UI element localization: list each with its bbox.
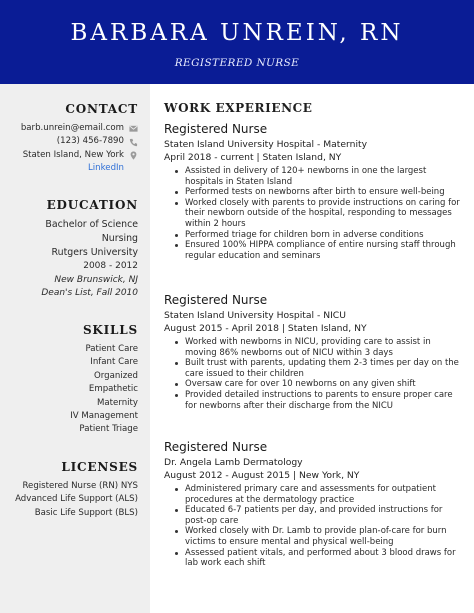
resume-header [0,0,474,84]
contact-email[interactable]: barb.unrein@email.com [20,123,124,133]
email-icon [129,124,138,133]
licenses-section [15,459,138,520]
candidate-name: BARBARA UNREIN, RN [70,20,404,46]
education-degree: Bachelor of Science [45,219,138,230]
job-bullet: Worked with newborns in NICU, providing care to assist in moving 86% newborns out of NICU within 3 days [164,337,464,358]
skill-item: Patient Care [85,344,138,354]
contact-heading: CONTACT [65,102,138,116]
job-employer: Staten Island University Hospital - NICU [164,310,346,321]
job-bullet: Built trust with parents, updating them 2-3 times per day on the care issued to their children [164,358,464,379]
job-bullets [164,337,464,411]
job-dates: April 2018 - current [164,152,254,163]
contact-phone: (123) 456-7890 [56,136,124,147]
skill-item: Empathetic [88,384,138,395]
contact-location-row [21,149,138,162]
skill-item: Infant Care [90,357,138,368]
job-bullets [164,484,464,569]
job-location: Staten Island, NY [262,152,342,163]
job-title: Registered Nurse [164,440,268,454]
education-location: New Brunswick, NJ [54,274,138,285]
phone-icon [129,138,138,147]
job-meta: August 2012 - August 2015 | New York, NY [164,470,360,481]
licenses-heading: LICENSES [61,460,138,474]
linkedin-link[interactable]: LinkedIn [87,163,124,174]
job-location: Staten Island, NY [287,323,367,334]
job-bullet: Oversaw care for over 10 newborns on any given shift [164,379,464,390]
job-title: Registered Nurse [164,293,268,307]
work-experience-heading: WORK EXPERIENCE [164,101,313,115]
skills-section [70,322,138,437]
job-title: Registered Nurse [164,122,268,136]
job-employer: Dr. Angela Lamb Dermatology [164,457,303,468]
contact-section [21,101,138,176]
job-bullet: Administered primary care and assessments for outpatient procedures at the dermatology practice [164,484,464,505]
job-bullet: Performed triage for children born in adverse conditions [164,230,464,241]
skill-item: IV Management [70,411,138,422]
job-entry [164,122,464,261]
skills-heading: SKILLS [82,323,138,337]
job-bullet: Assisted in delivery of 120+ newborns in one the largest hospitals in Staten Island [164,166,464,187]
job-meta: April 2018 - current | Staten Island, NY [164,152,342,163]
job-bullets [164,166,464,261]
education-school: Rutgers University [51,247,138,258]
skill-item: Patient Triage [79,424,138,435]
candidate-role: REGISTERED NURSE [174,57,300,69]
job-dates: August 2012 - August 2015 [164,470,291,481]
location-pin-icon [129,151,138,160]
job-bullet: Ensured 100% HIPPA compliance of entire nursing staff through regular education and seminars [164,240,464,261]
sidebar [0,84,150,613]
education-section [41,197,138,301]
license-item: Registered Nurse (RN) NYS [22,481,138,491]
job-location: New York, NY [299,470,360,481]
job-employer: Staten Island University Hospital - Maternity [164,139,368,150]
job-bullet: Assessed patient vitals, and performed about 3 blood draws for lab work each shift [164,548,464,569]
license-item: Basic Life Support (BLS) [34,507,138,518]
job-entry [164,440,464,569]
education-major: Nursing [101,233,138,244]
job-bullet: Worked closely with parents to provide instructions on caring for their newborn outside of the hospital, responding to messages within 2 hours [164,198,464,230]
contact-linkedin-row [21,162,138,175]
education-years: 2008 - 2012 [83,261,138,271]
license-item: Advanced Life Support (ALS) [15,494,138,505]
job-bullet: Provided detailed instructions to parents to ensure proper care for newborns after their discharge from the NICU [164,390,464,411]
job-entry [164,293,464,411]
job-bullet: Worked closely with Dr. Lamb to provide plan-of-care for burn victims to ensure mental and physical well-being [164,526,464,547]
education-heading: EDUCATION [46,198,138,212]
job-dates: August 2015 - April 2018 [164,323,279,334]
job-bullet: Performed tests on newborns after birth to ensure well-being [164,187,464,198]
contact-email-row [21,122,138,135]
contact-location: Staten Island, New York [22,149,124,160]
job-bullet: Educated 6-7 patients per day, and provided instructions for post-op care [164,505,464,526]
skill-item: Organized [94,370,138,381]
job-meta: August 2015 - April 2018 | Staten Island, NY [164,323,367,334]
education-honor: Dean's List, Fall 2010 [41,288,138,298]
skill-item: Maternity [96,397,138,408]
contact-phone-row [21,135,138,148]
